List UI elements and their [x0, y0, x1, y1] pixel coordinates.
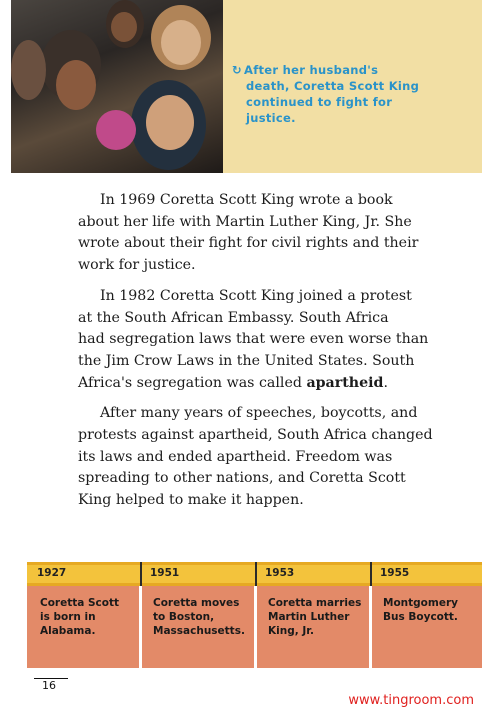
timeline-event: Coretta marries Martin Luther King, Jr.	[268, 597, 362, 637]
photo-caption: ↻ After her husband's death, Coretta Scott King continued to fight for justice.	[232, 63, 420, 125]
timeline-entry	[370, 562, 482, 668]
timeline-year: 1951	[150, 567, 180, 579]
timeline-event: Coretta Scott is born in Alabama.	[40, 597, 120, 637]
timeline-year: 1955	[380, 567, 410, 579]
body-text	[78, 190, 433, 521]
historical-photo	[11, 0, 223, 173]
timeline-year: 1927	[37, 567, 67, 579]
paragraph-1: In 1969 Coretta Scott King wrote a book about her life with Martin Luther King, Jr. She wrote about their fight for civil rights and their work for justice.	[78, 192, 419, 274]
watermark: www.tingroom.com	[348, 693, 474, 708]
timeline-event: Coretta moves to Boston, Massachusetts.	[153, 597, 245, 637]
timeline-entry	[140, 562, 254, 668]
apartheid-term: apartheid	[306, 374, 384, 391]
paragraph-2: In 1982 Coretta Scott King joined a protest at the South African Embassy. South Africa had segregation laws that were even worse than the Jim Crow Laws in the United States. South Africa's segregation was called apartheid.	[78, 287, 429, 391]
timeline-year: 1953	[265, 567, 295, 579]
timeline	[27, 562, 482, 668]
page-number: 16	[42, 679, 56, 692]
timeline-event: Montgomery Bus Boycott.	[383, 597, 458, 623]
timeline-entry	[255, 562, 369, 668]
arrow-icon: ↻	[232, 63, 242, 77]
timeline-entry	[27, 562, 139, 668]
paragraph-3: After many years of speeches, boycotts, and protests against apartheid, South Africa changed its laws and ended apartheid. Freedom was spreading to other nations, and Coretta Scott King helped to make it happen.	[78, 405, 433, 509]
